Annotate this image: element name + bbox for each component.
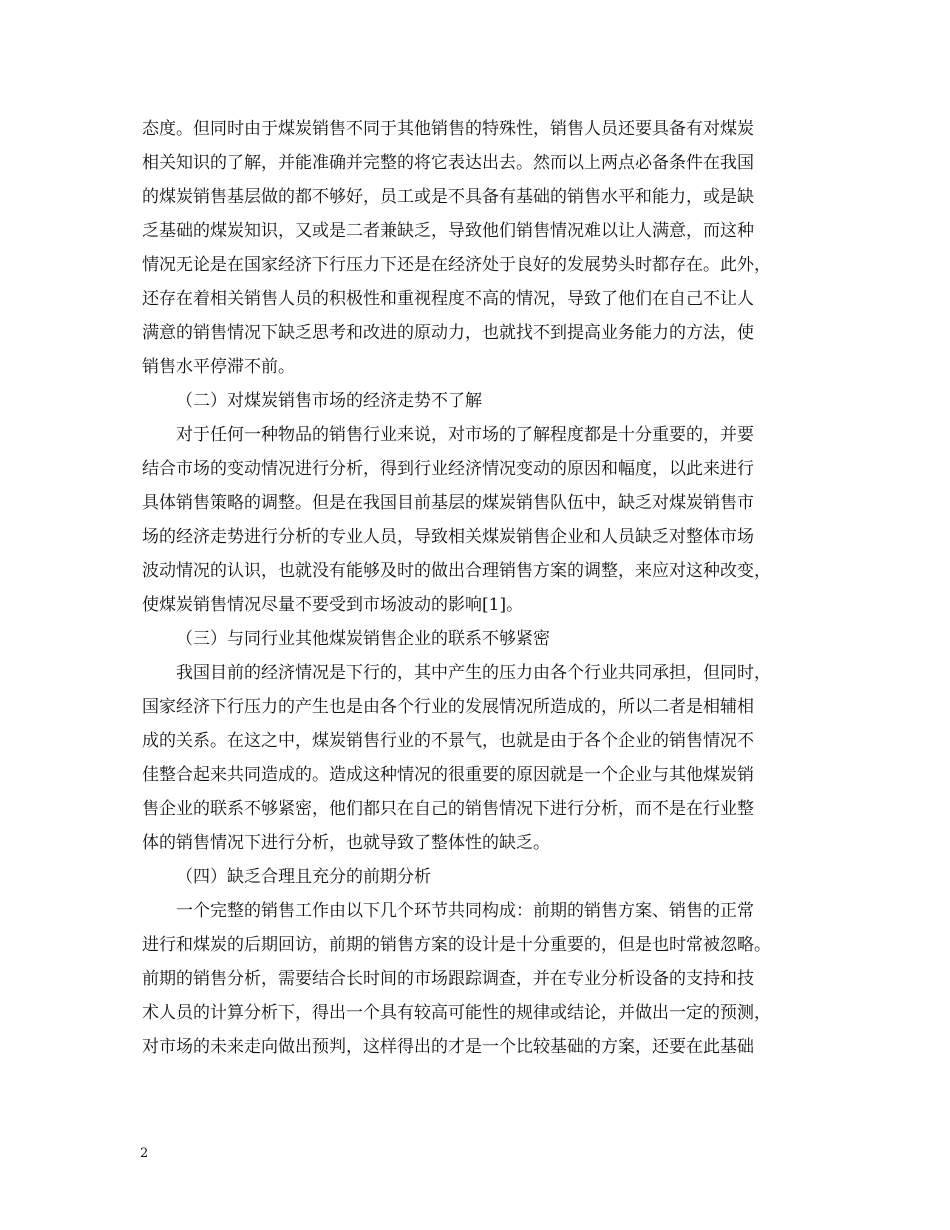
text-line: 体的销售情况下进行分析，也就导致了整体性的缺乏。 [142, 833, 550, 853]
text-line: 对市场的未来走向做出预判，这样得出的才是一个比较基础的方案，还要在此基础 [142, 1037, 754, 1057]
text-line: 一个完整的销售工作由以下几个环节共同构成：前期的销售方案、销售的正常 [176, 901, 754, 921]
text-line: 结合市场的变动情况进行分析，得到行业经济情况变动的原因和幅度，以此来进行 [142, 459, 754, 479]
text-line: 国家经济下行压力的产生也是由各个行业的发展情况所造成的，所以二者是相辅相 [142, 697, 754, 717]
text-line: 我国目前的经济情况是下行的，其中产生的压力由各个行业共同承担，但同时， [176, 663, 771, 683]
section-heading: （三）与同行业其他煤炭销售企业的联系不够紧密 [176, 629, 550, 649]
section-heading: （四）缺乏合理且充分的前期分析 [176, 867, 431, 887]
section-heading: （二）对煤炭销售市场的经济走势不了解 [176, 391, 482, 411]
text-line: 使煤炭销售情况尽量不要受到市场波动的影响[1]。 [142, 595, 524, 615]
text-line: 进行和煤炭的后期回访，前期的销售方案的设计是十分重要的，但是也时常被忽略。 [142, 935, 771, 955]
text-line: 术人员的计算分析下，得出一个具有较高可能性的规律或结论，并做出一定的预测， [142, 1003, 771, 1023]
text-line: 对于任何一种物品的销售行业来说，对市场的了解程度都是十分重要的，并要 [176, 425, 754, 445]
text-line: 的煤炭销售基层做的都不够好，员工或是不具备有基础的销售水平和能力，或是缺 [142, 187, 754, 207]
text-line: 乏基础的煤炭知识，又或是二者兼缺乏，导致他们销售情况难以让人满意，而这种 [142, 221, 754, 241]
text-line: 满意的销售情况下缺乏思考和改进的原动力，也就找不到提高业务能力的方法，使 [142, 323, 754, 343]
text-line: 具体销售策略的调整。但是在我国目前基层的煤炭销售队伍中，缺乏对煤炭销售市 [142, 493, 754, 513]
text-line: 售企业的联系不够紧密，他们都只在自己的销售情况下进行分析，而不是在行业整 [142, 799, 754, 819]
text-line: 销售水平停滞不前。 [142, 357, 295, 377]
page-number: 2 [140, 1146, 149, 1161]
text-line: 场的经济走势进行分析的专业人员，导致相关煤炭销售企业和人员缺乏对整体市场 [142, 527, 754, 547]
text-line: 前期的销售分析，需要结合长时间的市场跟踪调查，并在专业分析设备的支持和技 [142, 969, 754, 989]
body-text [142, 112, 825, 1064]
text-line: 还存在着相关销售人员的积极性和重视程度不高的情况，导致了他们在自己不让人 [142, 289, 754, 309]
text-line: 成的关系。在这之中，煤炭销售行业的不景气，也就是由于各个企业的销售情况不 [142, 731, 754, 751]
text-line: 情况无论是在国家经济下行压力下还是在经济处于良好的发展势头时都存在。此外， [142, 255, 771, 275]
text-line: 相关知识的了解，并能准确并完整的将它表达出去。然而以上两点必备条件在我国 [142, 153, 754, 173]
text-line: 佳整合起来共同造成的。造成这种情况的很重要的原因就是一个企业与其他煤炭销 [142, 765, 754, 785]
text-line: 波动情况的认识，也就没有能够及时的做出合理销售方案的调整，来应对这种改变， [142, 561, 771, 581]
text-line: 态度。但同时由于煤炭销售不同于其他销售的特殊性，销售人员还要具备有对煤炭 [142, 119, 754, 139]
